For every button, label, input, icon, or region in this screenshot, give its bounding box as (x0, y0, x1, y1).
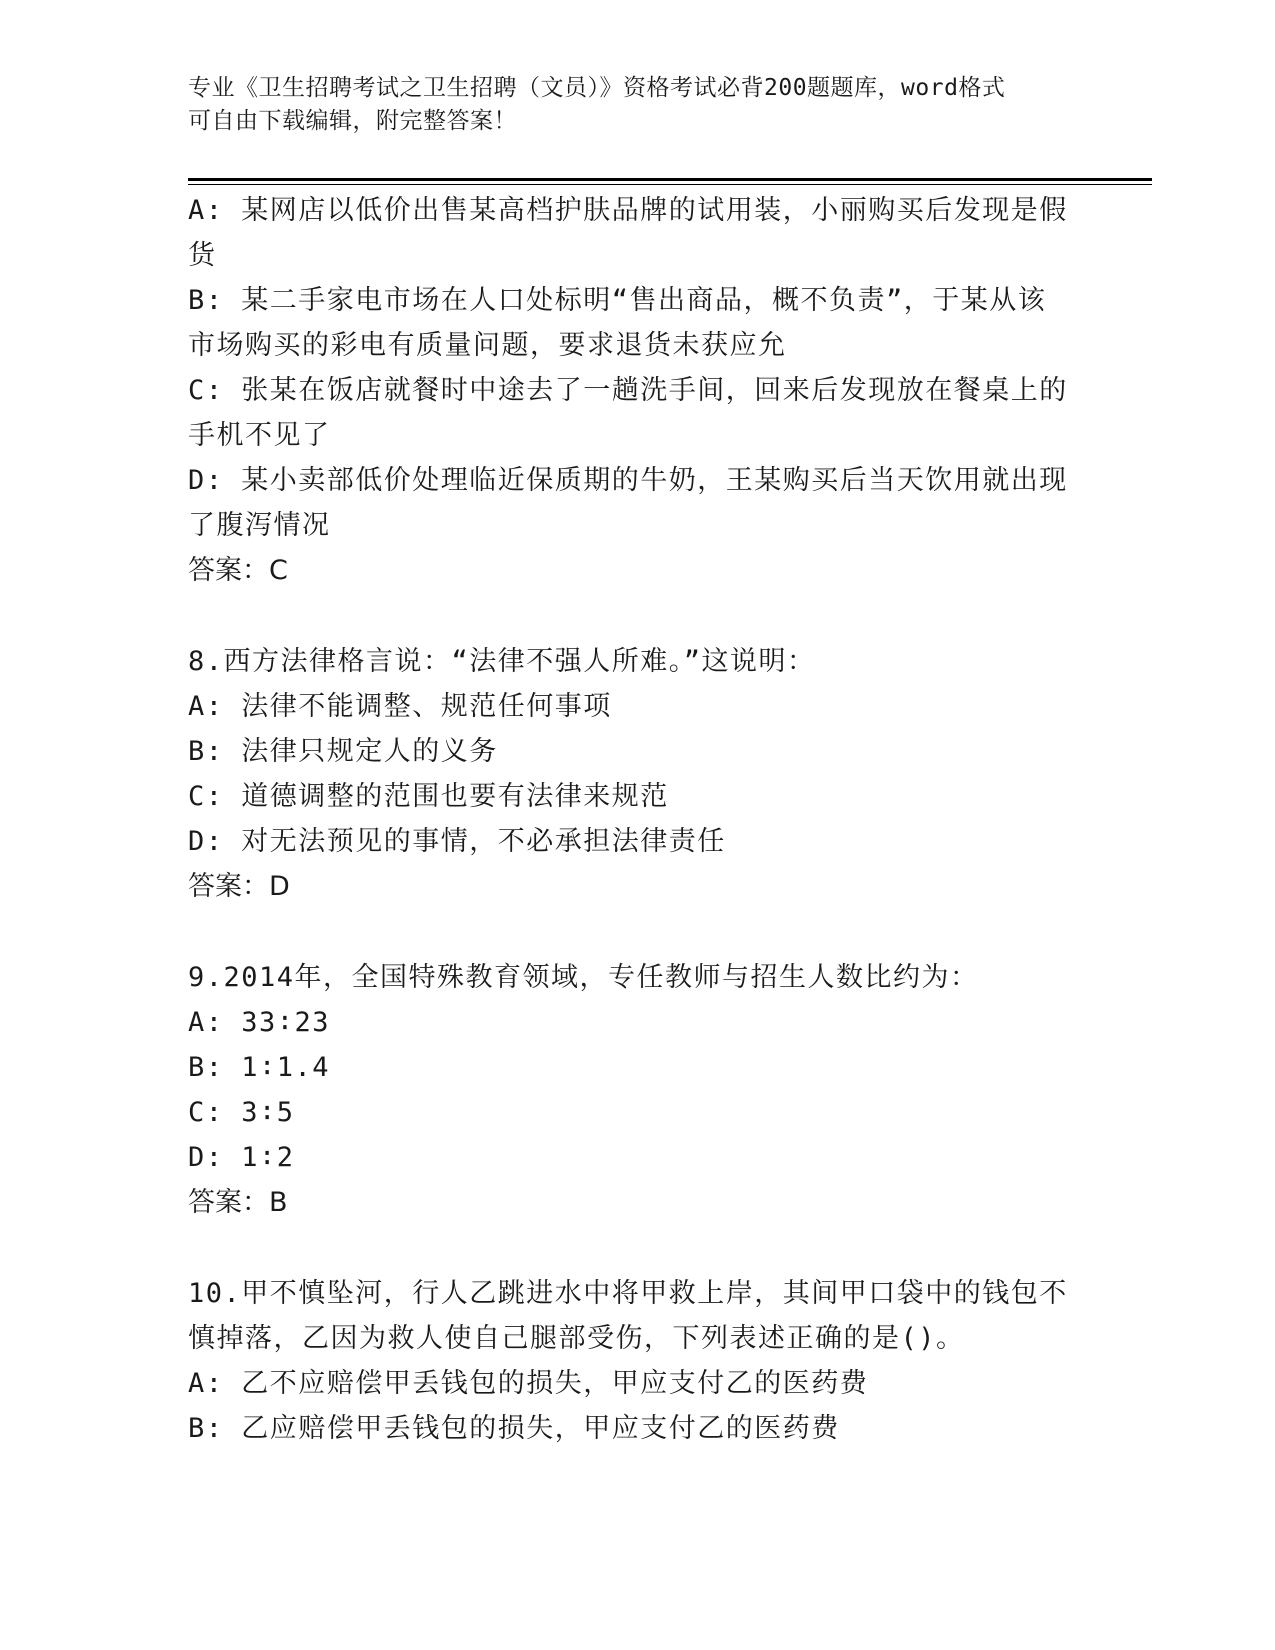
q8-option-b: B: 法律只规定人的义务 (188, 736, 498, 767)
q7-option-d-line-1: D: 某小卖部低价处理临近保质期的牛奶，王某购买后当天饮用就出现 (188, 465, 1068, 496)
q7-option-d-line-2: 了腹泻情况 (188, 510, 331, 541)
q7-answer: 答案：C (188, 555, 288, 586)
question-7 (188, 188, 1088, 593)
q9-option-d: D: 1∶2 (188, 1142, 295, 1173)
q7-option-c-line-1: C: 张某在饭店就餐时中途去了一趟洗手间，回来后发现放在餐桌上的 (188, 375, 1068, 406)
q7-option-b-line-1: B: 某二手家电市场在人口处标明“售出商品，概不负责”，于某从该 (188, 285, 1047, 316)
q10-option-b: B: 乙应赔偿甲丢钱包的损失，甲应支付乙的医药费 (188, 1413, 840, 1444)
header-title-line-1: 专业《卫生招聘考试之卫生招聘（文员）》资格考试必背200题题库，word格式 (188, 75, 1006, 101)
q7-option-a-line-2: 货 (188, 240, 217, 271)
q9-option-c: C: 3∶5 (188, 1097, 295, 1128)
question-9 (188, 955, 1088, 1225)
q8-answer: 答案：D (188, 871, 290, 902)
header-title-line-2: 可自由下载编辑，附完整答案！ (188, 108, 517, 134)
question-10 (188, 1271, 1088, 1451)
q9-stem: 9.2014年，全国特殊教育领域，专任教师与招生人数比约为： (188, 962, 979, 993)
q9-answer: 答案：B (188, 1187, 288, 1218)
q8-stem: 8.西方法律格言说：“法律不强人所难。”这说明： (188, 646, 816, 677)
q10-stem-line-2: 慎掉落，乙因为救人使自己腿部受伤，下列表述正确的是()。 (188, 1323, 965, 1354)
header-divider-thick (188, 178, 1152, 181)
q8-option-a: A: 法律不能调整、规范任何事项 (188, 691, 612, 722)
header-divider-thin (188, 184, 1152, 185)
q7-option-b-line-2: 市场购买的彩电有质量问题，要求退货未获应允 (188, 330, 787, 361)
q9-option-a: A: 33∶23 (188, 1007, 331, 1038)
q9-option-b: B: 1∶1.4 (188, 1052, 331, 1083)
q8-option-c: C: 道德调整的范围也要有法律来规范 (188, 781, 669, 812)
question-8 (188, 639, 1088, 909)
q7-option-c-line-2: 手机不见了 (188, 420, 331, 451)
q10-stem-line-1: 10.甲不慎坠河，行人乙跳进水中将甲救上岸，其间甲口袋中的钱包不 (188, 1278, 1068, 1309)
document-header (188, 72, 1078, 138)
question-list (188, 188, 1088, 1451)
q7-option-a-line-1: A: 某网店以低价出售某高档护肤品牌的试用装，小丽购买后发现是假 (188, 195, 1068, 226)
q10-option-a: A: 乙不应赔偿甲丢钱包的损失，甲应支付乙的医药费 (188, 1368, 869, 1399)
q8-option-d: D: 对无法预见的事情，不必承担法律责任 (188, 826, 726, 857)
